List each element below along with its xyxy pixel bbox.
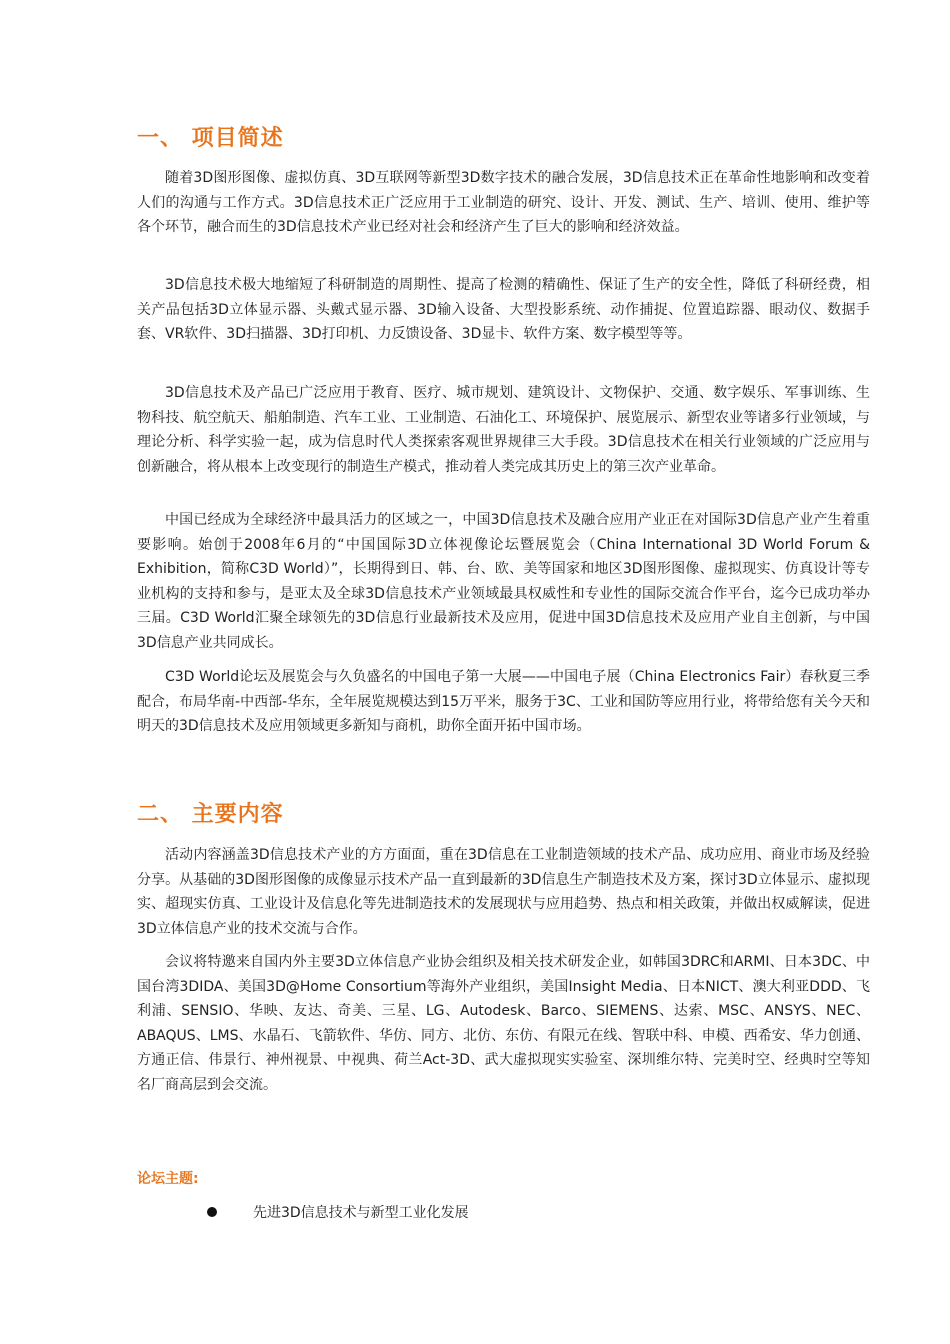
forum-topics-label: 论坛主题:	[137, 1171, 199, 1187]
list-item-text: 先进3D信息技术与新型工业化发展	[253, 1205, 469, 1221]
paragraph: 随着3D图形图像、虚拟仿真、3D互联网等新型3D数字技术的融合发展，3D信息技术正在革命性地影响和改变着人们的沟通与工作方式。3D信息技术正广泛应用于工业制造的研究、设计、开发、测试、生产、培训、使用、维护等各个环节，融合而生的3D信息技术产业已经对社会和经济产生了巨大的影响和经济效益。	[137, 170, 870, 236]
paragraph: 3D信息技术及产品已广泛应用于教育、医疗、城市规划、建筑设计、文物保护、交通、数字娱乐、军事训练、生物科技、航空航天、船舶制造、汽车工业、工业制造、石油化工、环境保护、展览展示、新型农业等诸多行业领域，与理论分析、科学实验一起，成为信息时代人类探索客观世界规律三大手段。3D信息技术在相关行业领域的广泛应用与创新融合，将从根本上改变现行的制造生产模式，推动着人类完成其历史上的第三次产业革命。	[137, 385, 870, 475]
paragraph: 中国已经成为全球经济中最具活力的区域之一，中国3D信息技术及融合应用产业正在对国际3D信息产业产生着重要影响。始创于2008年6月的“中国国际3D立体视像论坛暨展览会（China International 3D World Forum & Exhibition，简称C3D World）”，长期得到日、韩、台、欧、美等国家和地区3D图形图像、虚拟现实、仿真设计等专业机构的支持和参与，是亚太及全球3D信息技术产业领域最具权威性和专业性的国际交流合作平台，迄今已成功举办三届。C3D World汇聚全球领先的3D信息行业最新技术及应用，促进中国3D信息技术及应用产业自主创新，与中国3D信息产业共同成长。	[137, 512, 870, 651]
section-heading-overview: 一、 项目简述	[137, 126, 284, 151]
paragraph: C3D World论坛及展览会与久负盛名的中国电子第一大展——中国电子展（China Electronics Fair）春秋夏三季配合，布局华南-中西部-华东，全年展览规模达到15万平米，服务于3C、工业和国防等应用行业，将带给您有关今天和明天的3D信息技术及应用领域更多新知与商机，助你全面开拓中国市场。	[137, 669, 870, 735]
section-heading-main-content: 二、 主要内容	[137, 802, 284, 827]
bullet-icon	[207, 1207, 217, 1217]
paragraph: 会议将特邀来自国内外主要3D立体信息产业协会组织及相关技术研发企业，如韩国3DRC和ARMI、日本3DC、中国台湾3DIDA、美国3D@Home Consortium等海外产业组织，美国Insight Media、日本NICT、澳大利亚DDD、飞利浦、SENSIO、华映、友达、奇美、三星、LG、Autodesk、Barco、SIEMENS、达索、MSC、ANSYS、NEC、ABAQUS、LMS、水晶石、飞箭软件、华仿、同方、北仿、东仿、有限元在线、智联中科、申模、西希安、华力创通、方通正信、伟景行、神州视景、中视典、荷兰Act-3D、武大虚拟现实实验室、深圳维尔特、完美时空、经典时空等知名厂商高层到会交流。	[137, 954, 870, 1093]
paragraph: 活动内容涵盖3D信息技术产业的方方面面，重在3D信息在工业制造领域的技术产品、成功应用、商业市场及经验分享。从基础的3D图形图像的成像显示技术产品一直到最新的3D信息生产制造技术及方案，探讨3D立体显示、虚拟现实、超现实仿真、工业设计及信息化等先进制造技术的发展现状与应用趋势、热点和相关政策，并做出权威解读，促进3D立体信息产业的技术交流与合作。	[137, 847, 870, 937]
paragraph: 3D信息技术极大地缩短了科研制造的周期性、提高了检测的精确性、保证了生产的安全性，降低了科研经费，相关产品包括3D立体显示器、头戴式显示器、3D输入设备、大型投影系统、动作捕捉、位置追踪器、眼动仪、数据手套、VR软件、3D扫描器、3D打印机、力反馈设备、3D显卡、软件方案、数字模型等等。	[137, 277, 870, 343]
